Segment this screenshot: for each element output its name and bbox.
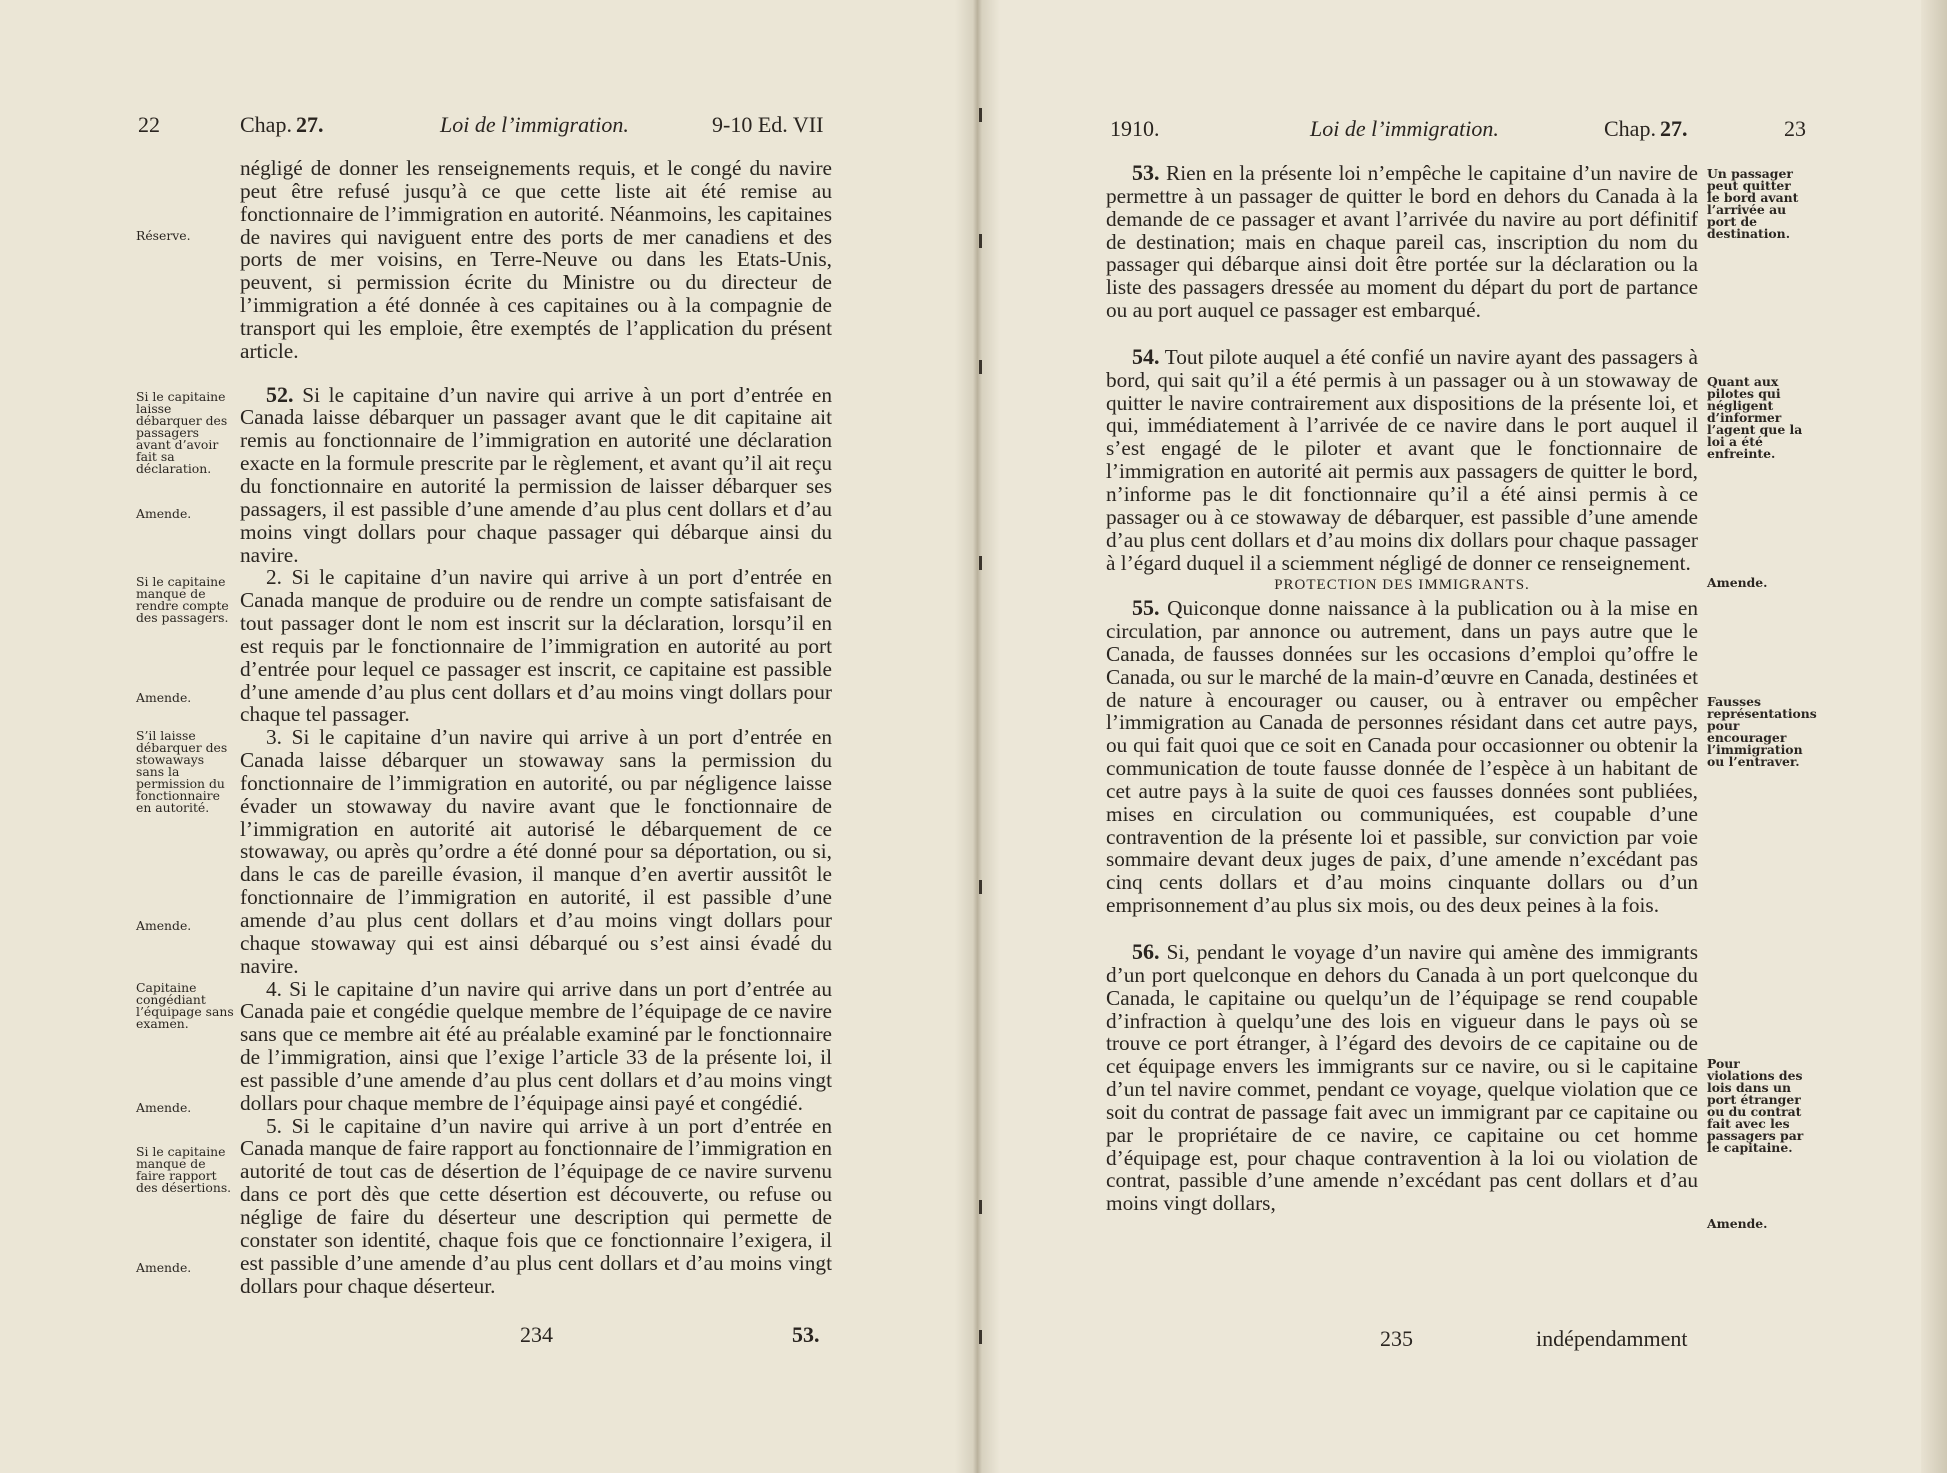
paragraph-text: Si le capitaine d’un navire qui arrive à un port d’entrée en Canada laisse débarquer un passager avant que le dit capitaine ait remis au fonctionnaire de l’immigration en autorité une déclaration exacte en la formule prescrite par le règlement, et avant qu’il ait reçu du fonctionnaire en autorité la permission de laisser débarquer ses passagers, il est passible d’une amende d’au plus cent dollars et d’au moins vingt dollars pour chaque passager qui débarque ainsi du navire.: [240, 382, 832, 567]
binding-stitch: [979, 360, 982, 374]
margin-note: Amende.: [136, 506, 192, 521]
section-number: 54.: [1132, 343, 1160, 369]
paragraph: 5. Si le capitaine d’un navire qui arrive à un port d’entrée en Canada manque de faire rapport au fonctionnaire de l’immigration en autorité de tout cas de désertion de l’équipage de ce navire survenu dans ce port dès que cette désertion est découverte, ou refuse ou néglige de faire du déserteur une description qui permette de constater son identité, chaque fois que ce fonctionnaire l’exigera, il est passible d’une amende d’au plus cent dollars et d’au moins vingt dollars pour chaque déserteur.: [240, 1113, 832, 1298]
margin-note: S’il laisse débarquer des stowaways sans la permission du fonctionnaire en autorité.: [136, 728, 228, 815]
margin-note: Amende.: [1707, 1216, 1768, 1231]
margin-note: Pour violations des lois dans un port étranger ou du contrat fait avec les passagers par le capitaine.: [1707, 1056, 1804, 1155]
page-number: 23: [1784, 116, 1806, 141]
margin-note: Amende.: [136, 918, 192, 933]
book-gutter: [955, 0, 1000, 1473]
section-number: 56.: [1132, 939, 1160, 964]
section-text: Quiconque donne naissance à la publication ou à la mise en circulation, par annonce ou autrement, dans un pays autre que le Canada, de fausses données sur les occasions d’emploi qu’offre le Canada, ou sur le marché de la main-d’œuvre en Canada, destinées et de nature à encourager ou causer, ou à entraver ou empêcher l’immigration au Canada de personnes résidant dans cet autre pays, ou qui fait quoi que ce soit en Canada pour occasionner ou obtenir la communication de toute fausse donnée de l’espèce à un habitant de cet autre pays à la suite de quoi ces fausses données sont publiées, mises en circulation ou communiquées, est coupable d’une contravention de la présente loi et passible, sur conviction par voie sommaire devant deux juges de paix, d’une amende n’excédant pas cinq cents dollars et d’au moins cinquante dollars ou d’un emprisonnement d’au plus six mois, ou des deux peines à la fois.: [1106, 596, 1698, 918]
section-53: [1106, 162, 1698, 322]
binding-stitch: [979, 880, 982, 894]
margin-note: Amende.: [1707, 575, 1768, 590]
section-number: 55.: [1132, 595, 1160, 621]
chapter-number: 27.: [296, 112, 324, 137]
binding-stitch: [979, 1330, 982, 1344]
margin-note: Capitaine congédiant l’équipage sans examen.: [136, 980, 234, 1031]
signature-mark: 53.: [792, 1322, 820, 1347]
margin-note: Si le capitaine laisse débarquer des passagers avant d’avoir fait sa déclaration.: [136, 389, 228, 476]
margin-note: Amende.: [136, 1100, 192, 1115]
paragraph-52: [240, 381, 832, 567]
year: 1910.: [1110, 116, 1160, 141]
catchword: indépendamment: [1536, 1326, 1688, 1351]
section-heading: PROTECTION DES IMMIGRANTS.: [1274, 577, 1530, 594]
paragraph: 3. Si le capitaine d’un navire qui arrive à un port d’entrée en Canada laisse débarquer un stowaway sans la permission du fonctionnaire de l’immigration en autorité, ou par négligence laisse évader un stowaway du navire avant que le fonctionnaire de l’immigration en autorité ait autorisé le débarquement de ce stowaway, ou après qu’ordre a été donné pour sa déportation, ou si, dans le cas de pareille évasion, il manque d’en avertir aussitôt le fonctionnaire de l’immigration en autorité, il est passible d’une amende d’au plus cent dollars et d’au moins vingt dollars pour chaque stowaway qui est ainsi débarqué ou s’est ainsi évadé du navire.: [240, 725, 832, 978]
section-55: [1106, 597, 1698, 917]
page-number: 22: [138, 112, 160, 137]
paragraph: négligé de donner les renseignements requis, et le congé du navire peut être refusé jusqu’à ce que cette liste ait été remise au fonctionnaire de l’immigration en autorité. Néanmoins, les capitaines de navires qui naviguent entre des ports de mer canadiens et des ports de mer voisins, en Terre-Neuve ou dans les Etats-Unis, peuvent, si permission écrite du Ministre ou du directeur de l’immigration a été donnée à ces capitaines ou à la compagnie de transport qui les emploie, être exemptés de l’application du présent article.: [240, 156, 832, 363]
running-title: Loi de l’immigration.: [440, 112, 629, 137]
section-56: [1106, 941, 1698, 1215]
binding-stitch: [979, 234, 982, 248]
paragraph: 2. Si le capitaine d’un navire qui arrive à un port d’entrée en Canada manque de produire ou de rendre un compte satisfaisant de tout passager dont le nom est inscrit sur la déclaration, lorsqu’il en est requis par le fonctionnaire de l’immigration en autorité au port d’entrée pour lequel ce passager est inscrit, ce capitaine est passible d’une amende d’au plus cent dollars et d’au moins vingt dollars pour chaque tel passager.: [240, 565, 832, 727]
section-text: Tout pilote auquel a été confié un navire ayant des passagers à bord, qui sait qu’il a été permis à un passager ou à un stowaway de quitter le navire contrairement aux dispositions de la présente loi, et qui, immédiatement à l’arrivée de ce navire dans le port auquel il s’est engagé de le piloter et avant que le fonctionnaire de l’immigration en autorité ait permis aux passagers de quitter le bord, n’informe pas le dit fonctionnaire qu’il a été ainsi permis à ce passager ou à ce stowaway de débarquer, est passible d’une amende d’au plus cent dollars et d’au moins dix dollars pour chaque passager à l’égard duquel il a sciemment négligé de donner ce renseignement.: [1106, 344, 1698, 575]
margin-note: Si le capitaine manque de rendre compte des passagers.: [136, 574, 229, 625]
binding-stitch: [979, 556, 982, 570]
section-number: 52.: [266, 381, 294, 407]
chapter-label: Chap.: [240, 112, 292, 137]
margin-note: Fausses représentations pour encourager l’immigration ou l’entraver.: [1707, 694, 1817, 769]
margin-note: Réserve.: [136, 228, 191, 243]
printed-page-number: 234: [520, 1322, 553, 1347]
section-text: Si, pendant le voyage d’un navire qui amène des immigrants d’un port quelconque en dehors du Canada à un port quelconque du Canada, le capitaine ou quelqu’un de l’équipage se rend coupable d’infraction à quelqu’une des lois en vigueur dans le pays où se trouve ce port étranger, à l’égard des devoirs de ce capitaine ou de cet équipage envers les immigrants sur ce navire, ou si le capitaine d’un tel navire commet, pendant ce voyage, quelque violation que ce soit du contrat de passage fait avec un immigrant par ce capitaine ou par le propriétaire de ce navire, ce capitaine ou cet homme d’équipage est, pour chaque contravention à la loi ou violation de contrat, passible d’une amende n’excédant pas cent dollars et d’au moins vingt dollars,: [1106, 940, 1698, 1216]
binding-stitch: [979, 1200, 982, 1214]
binding-stitch: [979, 108, 982, 122]
running-title: Loi de l’immigration.: [1310, 116, 1499, 141]
left-body-text: [240, 157, 832, 1297]
margin-note: Amende.: [136, 1260, 192, 1275]
right-body-text: [1106, 162, 1698, 1215]
chapter-label: Chap.: [1604, 116, 1656, 141]
section-54: [1106, 343, 1698, 575]
edition: 9-10 Ed. VII: [712, 112, 824, 137]
section-text: Rien en la présente loi n’empêche le capitaine d’un navire de permettre à un passager de quitter le bord en dehors du Canada à la demande de ce passager et avant l’arrivée du navire au port définitif de destination; mais en chaque pareil cas, inscription du nom du passager qui débarque ainsi doit être portée sur la déclaration ou la liste des passagers dressée au moment du départ du port de partance ou au port auquel ce passager est embarqué.: [1106, 161, 1698, 323]
margin-note: Quant aux pilotes qui négligent d’informer l’agent que la loi a été enfreinte.: [1707, 374, 1803, 461]
section-number: 53.: [1132, 160, 1160, 185]
margin-note: Un passager peut quitter le bord avant l’arrivée au port de destination.: [1707, 166, 1799, 241]
printed-page-number: 235: [1380, 1326, 1413, 1351]
page-edge: [1921, 0, 1947, 1473]
paragraph: 4. Si le capitaine d’un navire qui arrive dans un port d’entrée au Canada paie et congédie quelque membre de l’équipage de ce navire sans que ce membre ait été au préalable examiné par le fonctionnaire de l’immigration, ainsi que l’exige l’article 33 de la présente loi, il est passible d’une amende d’au plus cent dollars et d’au moins vingt dollars pour chaque membre de l’équipage ainsi payé et congédié.: [240, 976, 832, 1115]
chapter-number: 27.: [1660, 116, 1688, 141]
margin-note: Amende.: [136, 690, 192, 705]
margin-note: Si le capitaine manque de faire rapport des désertions.: [136, 1144, 232, 1195]
